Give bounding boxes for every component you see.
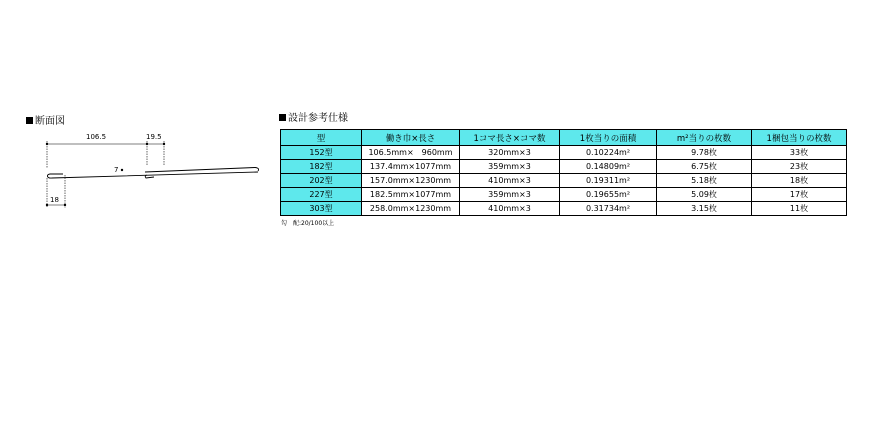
dimension-dot [64, 204, 66, 206]
cell-type: 227型 [281, 188, 362, 202]
header-area: 1枚当りの面積 [560, 130, 657, 146]
header-type: 型 [281, 130, 362, 146]
cell-area: 0.19311m² [560, 174, 657, 188]
panel-profile-upper [145, 168, 259, 173]
header-size: 働き巾×長さ [362, 130, 460, 146]
cell-per-m2: 3.15枚 [657, 202, 752, 216]
spec-title-text: 設計参考仕様 [288, 113, 348, 124]
cell-per-pack: 11枚 [752, 202, 847, 216]
header-segment: 1コマ長さ×コマ数 [460, 130, 560, 146]
cell-per-pack: 18枚 [752, 174, 847, 188]
spec-title [279, 113, 348, 125]
cell-per-pack: 23枚 [752, 160, 847, 174]
cell-segment: 410mm×3 [460, 202, 560, 216]
dimension-dot [146, 143, 148, 145]
table-row [281, 160, 847, 174]
square-bullet-icon [279, 114, 286, 121]
dimension-dot [46, 143, 48, 145]
square-bullet-icon [26, 117, 33, 124]
spec-table [280, 129, 847, 216]
table-header-row [281, 130, 847, 146]
cell-size: 182.5mm×1077mm [362, 188, 460, 202]
cell-area: 0.10224m² [560, 146, 657, 160]
dimension-dot [163, 143, 165, 145]
cell-segment: 410mm×3 [460, 174, 560, 188]
cell-per-m2: 9.78枚 [657, 146, 752, 160]
cell-type: 152型 [281, 146, 362, 160]
cell-per-m2: 5.09枚 [657, 188, 752, 202]
slope-note: 勾 配:20/100以上 [281, 220, 335, 227]
cell-segment: 359mm×3 [460, 188, 560, 202]
cell-type: 303型 [281, 202, 362, 216]
cell-type: 182型 [281, 160, 362, 174]
cell-type: 202型 [281, 174, 362, 188]
table-row [281, 146, 847, 160]
cell-area: 0.14809m² [560, 160, 657, 174]
dimension-dot [46, 204, 48, 206]
cell-area: 0.19655m² [560, 188, 657, 202]
cross-section-diagram [30, 128, 270, 218]
cell-segment: 359mm×3 [460, 160, 560, 174]
cell-per-pack: 33枚 [752, 146, 847, 160]
dimension-label-main: 106.5 [86, 133, 107, 141]
table-row [281, 202, 847, 216]
cell-per-m2: 6.75枚 [657, 160, 752, 174]
cell-area: 0.31734m² [560, 202, 657, 216]
cell-size: 157.0mm×1230mm [362, 174, 460, 188]
header-per-m2: m²当りの枚数 [657, 130, 752, 146]
dimension-label-hook: 18 [50, 196, 59, 204]
dimension-label-lap: 19.5 [146, 133, 162, 141]
table-row [281, 188, 847, 202]
cell-size: 258.0mm×1230mm [362, 202, 460, 216]
cell-per-m2: 5.18枚 [657, 174, 752, 188]
cross-section-title-text: 断面図 [35, 116, 65, 127]
cell-size: 106.5mm× 960mm [362, 146, 460, 160]
header-per-pack: 1梱包当りの枚数 [752, 130, 847, 146]
dimension-label-gap: 7 [114, 166, 119, 174]
cell-per-pack: 17枚 [752, 188, 847, 202]
dimension-dot [121, 169, 123, 171]
table-row [281, 174, 847, 188]
cross-section-title [26, 116, 65, 128]
cell-segment: 320mm×3 [460, 146, 560, 160]
cell-size: 137.4mm×1077mm [362, 160, 460, 174]
